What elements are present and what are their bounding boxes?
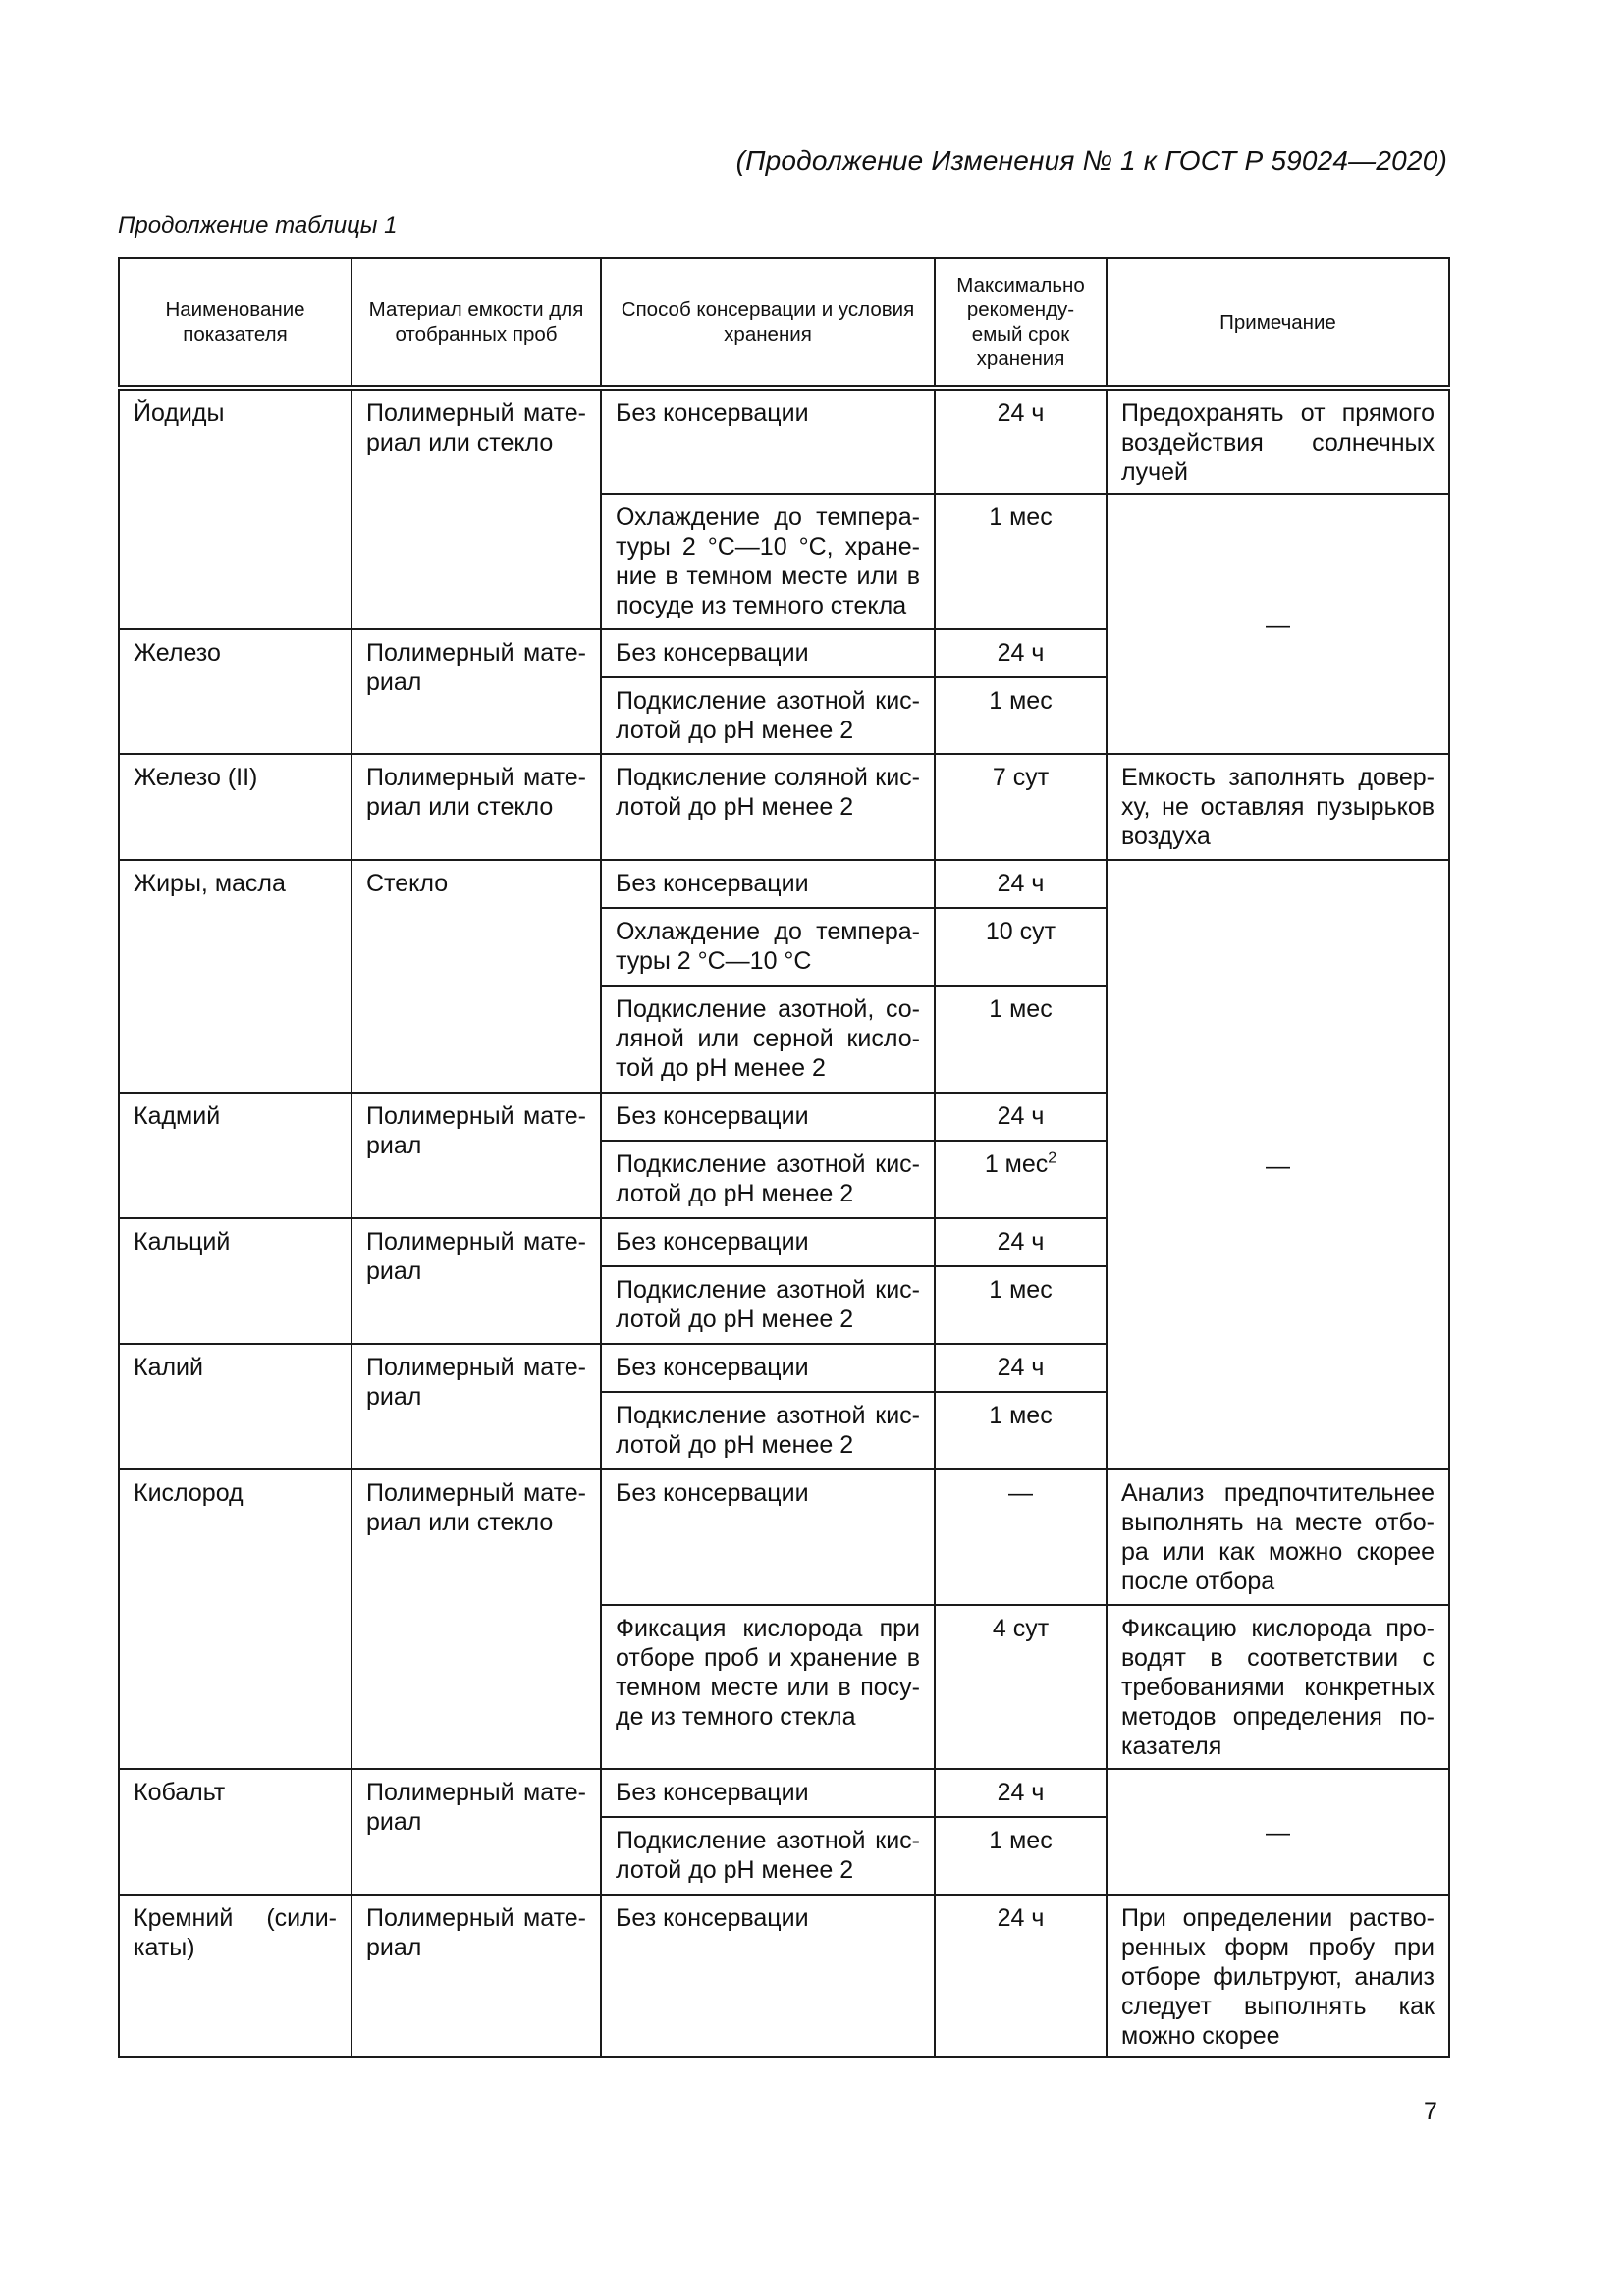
storage-term: 1 мес [935, 677, 1107, 754]
header-method: Способ консервации и условия хранения [601, 258, 935, 388]
preservation-method: Фиксация кислорода при отборе проб и хранение в темном месте или в посуде из темного стекла [601, 1605, 935, 1769]
storage-term: 10 сут [935, 908, 1107, 986]
storage-term: 24 ч [935, 1344, 1107, 1392]
table-row [119, 1895, 1449, 2057]
indicator-name: Кремний (силикаты) [119, 1895, 352, 2057]
preservation-method: Подкисление азотной кислотой до рН менее 2 [601, 1266, 935, 1344]
indicator-name: Кислород [119, 1469, 352, 1769]
preservation-method: Без консервации [601, 860, 935, 908]
storage-table [118, 257, 1450, 2058]
note-dash: — [1107, 860, 1449, 1469]
note-dash: — [1107, 1769, 1449, 1895]
preservation-method: Без консервации [601, 388, 935, 494]
container-material: Стекло [352, 860, 601, 1093]
note: Фиксацию кислорода проводят в соответствии с требованиями конкретных методов определения показателя [1107, 1605, 1449, 1769]
storage-term: 24 ч [935, 1895, 1107, 2057]
indicator-name: Йодиды [119, 388, 352, 629]
storage-term: 24 ч [935, 1093, 1107, 1141]
preservation-method: Без консервации [601, 1093, 935, 1141]
storage-term: 24 ч [935, 1769, 1107, 1817]
storage-term: 1 мес [935, 1817, 1107, 1895]
note: Емкость заполнять доверху, не оставляя пузырьков воздуха [1107, 754, 1449, 860]
preservation-method: Подкисление соляной кислотой до рН менее 2 [601, 754, 935, 860]
indicator-name: Кобальт [119, 1769, 352, 1895]
indicator-name: Кальций [119, 1218, 352, 1344]
storage-term: — [935, 1469, 1107, 1605]
preservation-method: Без консервации [601, 1469, 935, 1605]
storage-term: 4 сут [935, 1605, 1107, 1769]
storage-term [935, 1141, 1107, 1218]
storage-term-value: 1 мес [984, 1150, 1049, 1178]
storage-term: 24 ч [935, 860, 1107, 908]
note: Анализ предпочтительнее выполнять на месте отбора или как можно скорее после отбора [1107, 1469, 1449, 1605]
preservation-method: Без консервации [601, 1344, 935, 1392]
note-dash: — [1107, 494, 1449, 754]
indicator-name: Кадмий [119, 1093, 352, 1218]
indicator-name: Калий [119, 1344, 352, 1469]
header-row [119, 258, 1449, 388]
indicator-name: Железо (II) [119, 754, 352, 860]
indicator-name: Жиры, масла [119, 860, 352, 1093]
preservation-method: Охлаждение до температуры 2 °С—10 °С [601, 908, 935, 986]
indicator-name: Железо [119, 629, 352, 754]
table-row [119, 860, 1449, 908]
preservation-method: Подкисление азотной кислотой до рН менее 2 [601, 1817, 935, 1895]
storage-term: 1 мес [935, 1266, 1107, 1344]
container-material: Полимерный материал [352, 1769, 601, 1895]
preservation-method: Охлаждение до температуры 2 °С—10 °С, хранение в темном месте или в посуде из темного стекла [601, 494, 935, 629]
container-material: Полимерный материал или стекло [352, 1469, 601, 1769]
note: Предохранять от прямого воздействия солнечных лучей [1107, 388, 1449, 494]
footnote-mark: 2 [1048, 1149, 1057, 1167]
storage-term: 24 ч [935, 1218, 1107, 1266]
header-material: Материал емкости для отобранных проб [352, 258, 601, 388]
storage-term: 24 ч [935, 629, 1107, 677]
container-material: Полимерный материал [352, 1093, 601, 1218]
running-head: (Продолжение Изменения № 1 к ГОСТ Р 59024—2020) [735, 145, 1447, 176]
note: При определении растворенных форм пробу при отборе фильтруют, анализ следует выполнять как можно скорее [1107, 1895, 1449, 2057]
storage-term: 1 мес [935, 1392, 1107, 1469]
storage-term: 24 ч [935, 388, 1107, 494]
preservation-method: Без консервации [601, 1895, 935, 2057]
header-note: Примечание [1107, 258, 1449, 388]
preservation-method: Без консервации [601, 1218, 935, 1266]
table-row [119, 1769, 1449, 1817]
container-material: Полимерный материал [352, 1895, 601, 2057]
preservation-method: Подкисление азотной кислотой до рН менее 2 [601, 1141, 935, 1218]
header-term: Максимально рекоменду-емый срок хранения [935, 258, 1107, 388]
preservation-method: Без консервации [601, 629, 935, 677]
preservation-method: Без консервации [601, 1769, 935, 1817]
page-number: 7 [1424, 2098, 1437, 2125]
preservation-method: Подкисление азотной кислотой до рН менее 2 [601, 1392, 935, 1469]
container-material: Полимерный материал или стекло [352, 388, 601, 629]
container-material: Полимерный материал [352, 1344, 601, 1469]
table-row [119, 1469, 1449, 1605]
storage-term: 1 мес [935, 986, 1107, 1093]
container-material: Полимерный материал [352, 629, 601, 754]
storage-term: 7 сут [935, 754, 1107, 860]
preservation-method: Подкисление азотной кислотой до рН менее 2 [601, 677, 935, 754]
preservation-method: Подкисление азотной, соляной или серной кислотой до рН менее 2 [601, 986, 935, 1093]
container-material: Полимерный материал или стекло [352, 754, 601, 860]
container-material: Полимерный материал [352, 1218, 601, 1344]
table-row [119, 388, 1449, 494]
storage-term: 1 мес [935, 494, 1107, 629]
header-name: Наименование показателя [119, 258, 352, 388]
table-caption: Продолжение таблицы 1 [118, 212, 398, 239]
table-row [119, 754, 1449, 860]
